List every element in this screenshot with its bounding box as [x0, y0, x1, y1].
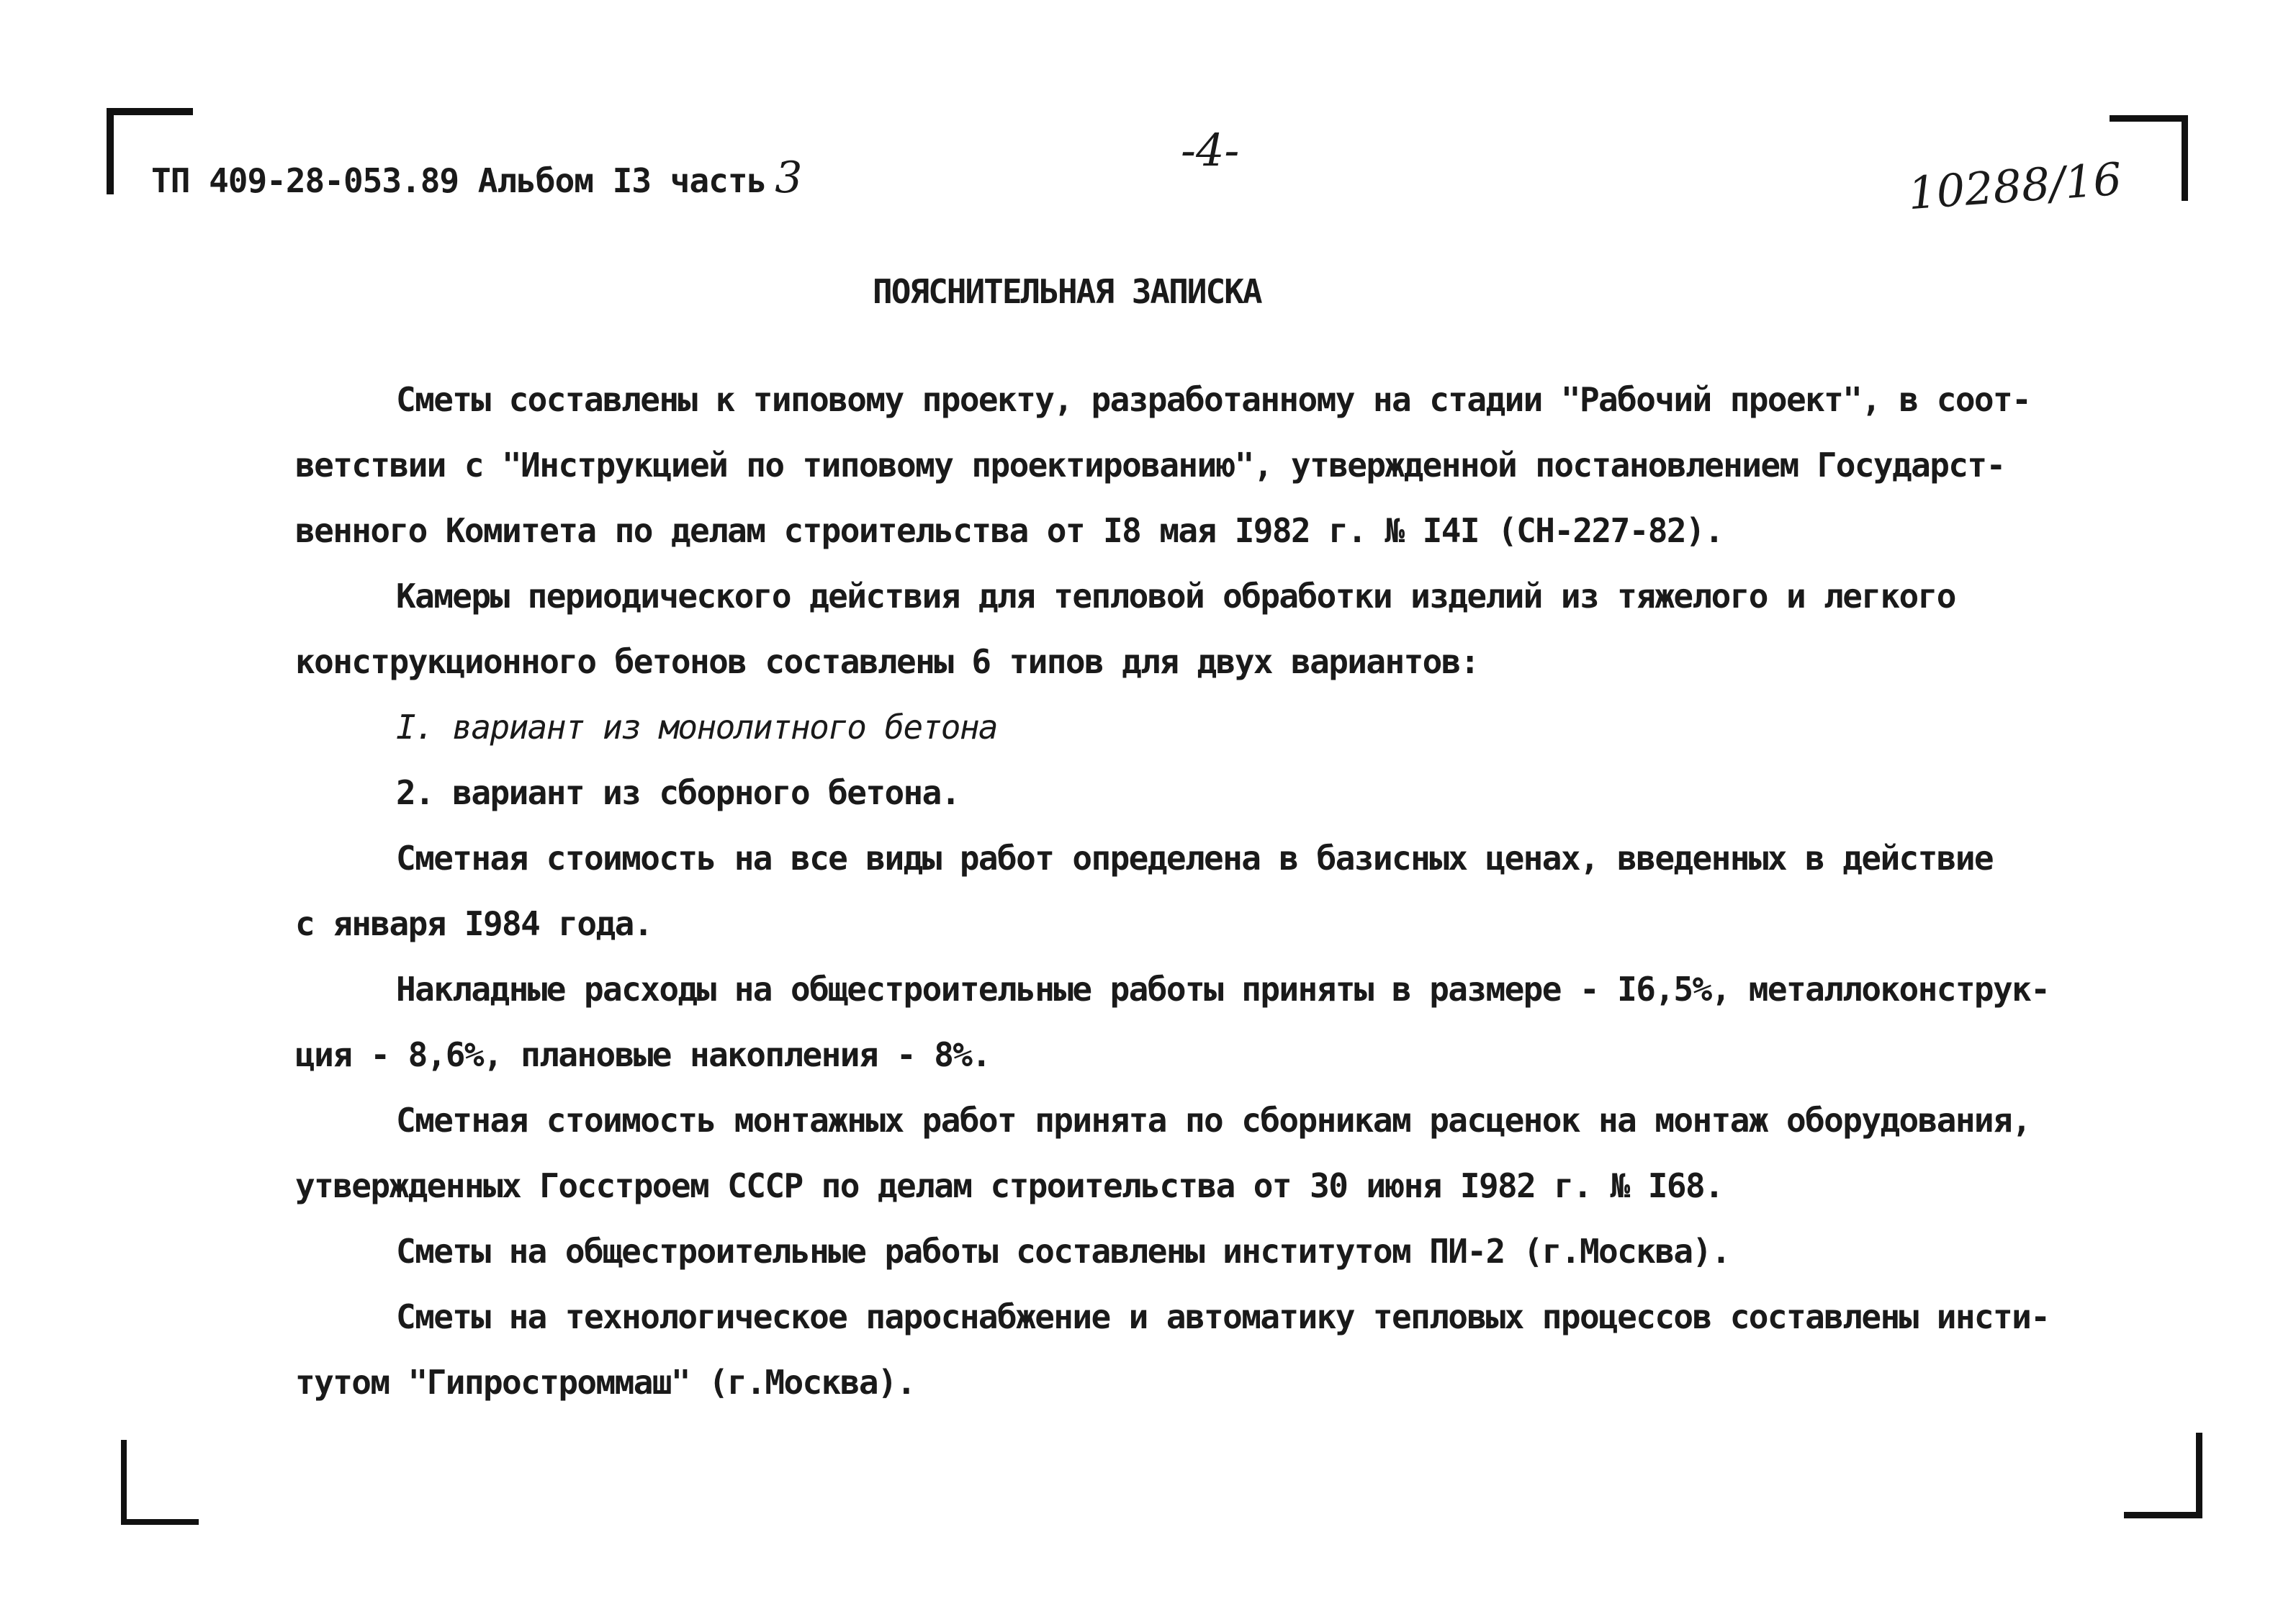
text-line: утвержденных Госстроем СССР по делам строительства от 30 июня I982 г. № I68.	[295, 1166, 1724, 1205]
text-line: Сметы на общестроительные работы составлены институтом ПИ-2 (г.Москва).	[396, 1232, 1730, 1271]
text-line: ция - 8,6%, плановые накопления - 8%.	[295, 1035, 991, 1074]
header-document-code	[151, 153, 801, 203]
text-line: ветствии с "Инструкцией по типовому проектированию", утвержденной постановлением Государст-	[295, 446, 2005, 485]
text-line: Сметы составлены к типовому проекту, разработанному на стадии "Рабочий проект", в соот-	[396, 380, 2031, 419]
text-line: Сметная стоимость монтажных работ принята по сборникам расценок на монтаж оборудования,	[396, 1101, 2031, 1140]
text-line: венного Комитета по делам строительства от I8 мая I982 г. № I4I (СН-227-82).	[295, 511, 1724, 550]
text-line: Камеры периодического действия для тепловой обработки изделий из тяжелого и легкого	[396, 577, 1955, 616]
header-code-text: ТП 409-28-053.89 Альбом I3 часть	[151, 161, 767, 200]
text-line: конструкционного бетонов составлены 6 типов для двух вариантов:	[295, 642, 1479, 681]
text-line: тутом "Гипростроммаш" (г.Москва).	[295, 1363, 916, 1402]
text-line: Сметная стоимость на все виды работ определена в базисных ценах, введенных в действие	[396, 839, 1994, 878]
explanatory-note-body	[295, 367, 2153, 1415]
corner-mark-bottom-right	[2124, 1433, 2202, 1518]
page-number: -4-	[1181, 124, 1240, 176]
list-item: 2. вариант из сборного бетона.	[396, 773, 960, 812]
handwritten-document-id: 10288/16	[1906, 152, 2124, 220]
list-item: I. вариант из монолитного бетона	[396, 708, 998, 747]
page-title: ПОЯСНИТЕЛЬНАЯ ЗАПИСКА	[873, 272, 1261, 311]
text-line: Накладные расходы на общестроительные работы приняты в размере - I6,5%, металлоконструк-	[396, 970, 2050, 1009]
corner-mark-bottom-left	[121, 1440, 199, 1525]
text-line: с января I984 года.	[295, 904, 652, 943]
header-part-number: 3	[775, 153, 802, 203]
text-line: Сметы на технологическое пароснабжение и автоматику тепловых процессов составлены инсти-	[396, 1297, 2050, 1336]
